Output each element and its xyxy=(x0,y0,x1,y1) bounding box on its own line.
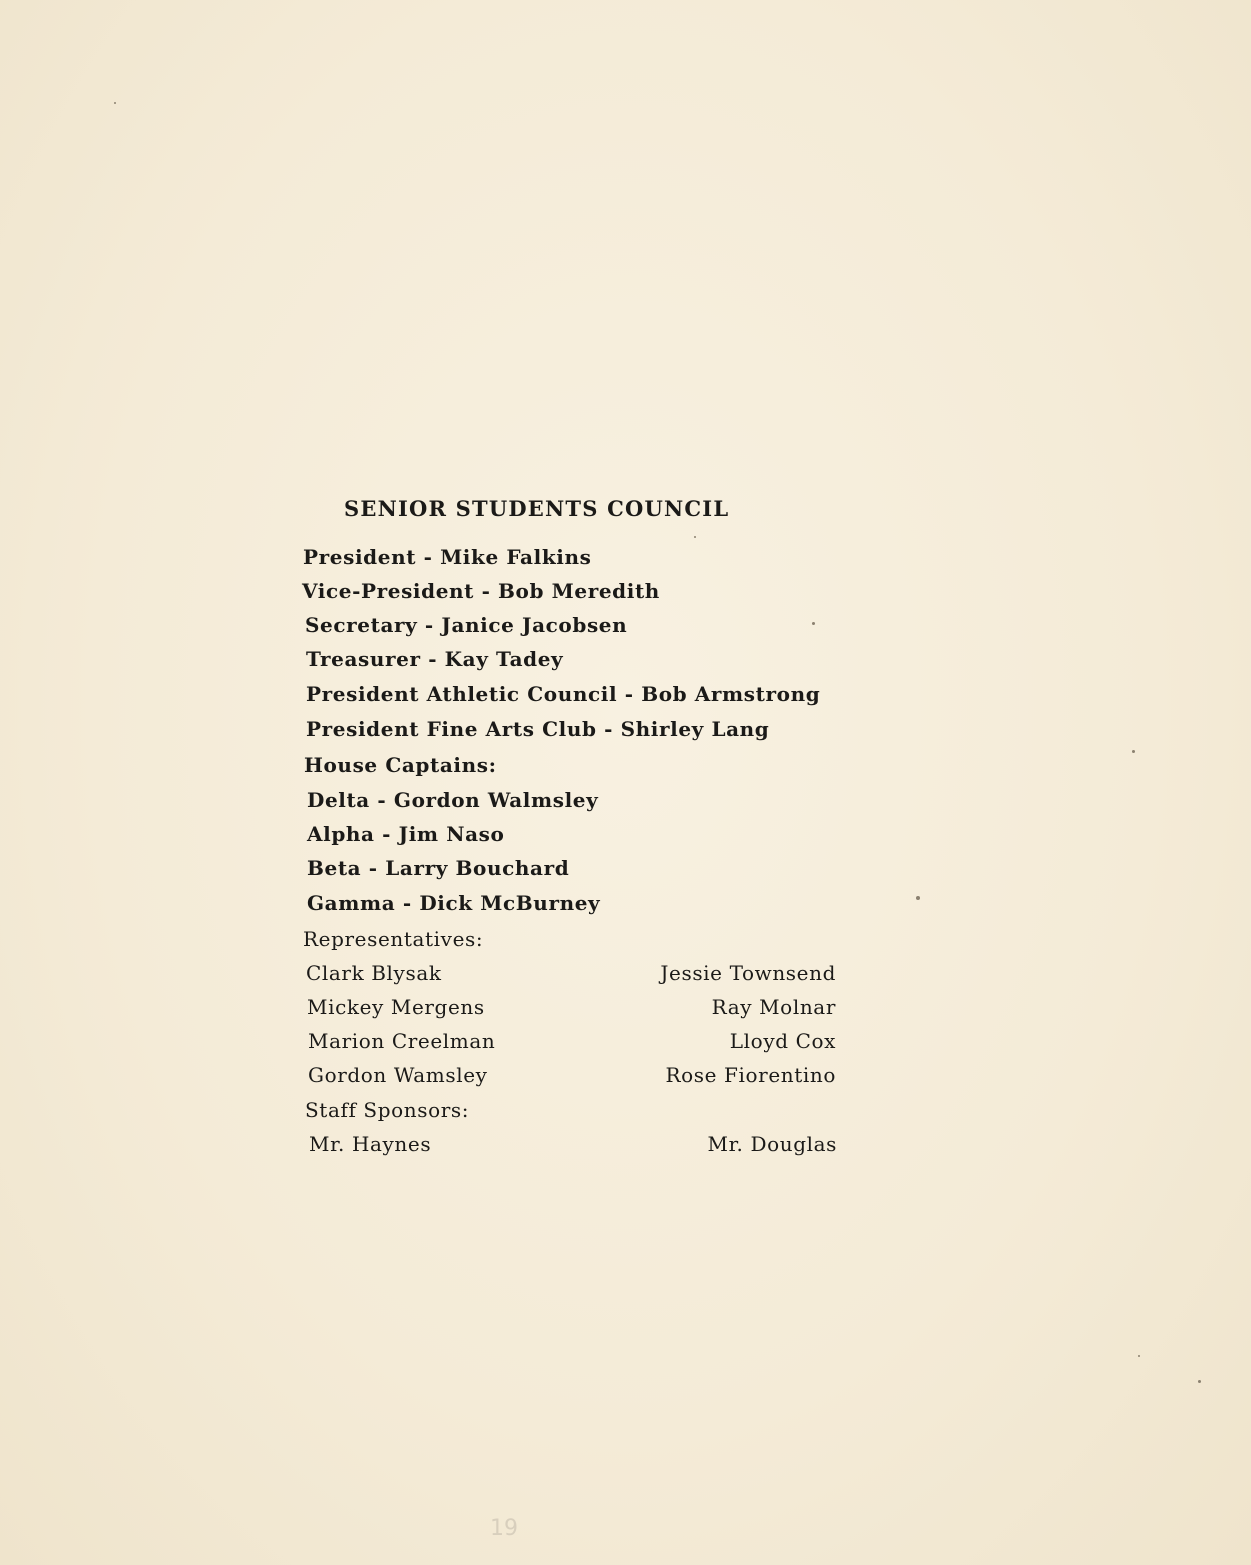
representatives-label: Representatives: xyxy=(303,927,484,951)
paper-speck xyxy=(114,102,116,104)
officer-line: President Athletic Council - Bob Armstrong xyxy=(306,682,821,706)
staff-sponsor-left: Mr. Haynes xyxy=(309,1132,432,1156)
house-captain-line: Delta - Gordon Walmsley xyxy=(307,788,599,812)
officer-line: President Fine Arts Club - Shirley Lang xyxy=(306,717,770,741)
officer-line: Secretary - Janice Jacobsen xyxy=(305,613,628,637)
house-captain-line: Gamma - Dick McBurney xyxy=(307,891,601,915)
representative-left: Marion Creelman xyxy=(308,1029,496,1053)
page-heading: SENIOR STUDENTS COUNCIL xyxy=(344,496,730,521)
house-captains-label: House Captains: xyxy=(304,753,497,777)
page-number: 19 xyxy=(490,1516,518,1541)
representative-right: Jessie Townsend xyxy=(660,961,836,985)
representative-left: Clark Blysak xyxy=(306,961,442,985)
representative-right: Lloyd Cox xyxy=(729,1029,836,1053)
house-captain-line: Alpha - Jim Naso xyxy=(307,822,505,846)
officer-line: Treasurer - Kay Tadey xyxy=(306,647,564,671)
representative-left: Gordon Wamsley xyxy=(308,1063,488,1087)
paper-speck xyxy=(812,622,815,625)
representative-right: Rose Fiorentino xyxy=(665,1063,836,1087)
representative-right: Ray Molnar xyxy=(711,995,836,1019)
staff-sponsors-label: Staff Sponsors: xyxy=(305,1098,470,1122)
paper-speck xyxy=(1132,750,1135,753)
staff-sponsor-right: Mr. Douglas xyxy=(707,1132,837,1156)
paper-speck xyxy=(1138,1355,1140,1357)
house-captain-line: Beta - Larry Bouchard xyxy=(307,856,570,880)
paper-speck xyxy=(1198,1380,1201,1383)
officer-line: President - Mike Falkins xyxy=(303,545,592,569)
paper-speck xyxy=(694,536,696,538)
representative-left: Mickey Mergens xyxy=(307,995,485,1019)
officer-line: Vice-President - Bob Meredith xyxy=(302,579,660,603)
paper-speck xyxy=(916,896,920,900)
